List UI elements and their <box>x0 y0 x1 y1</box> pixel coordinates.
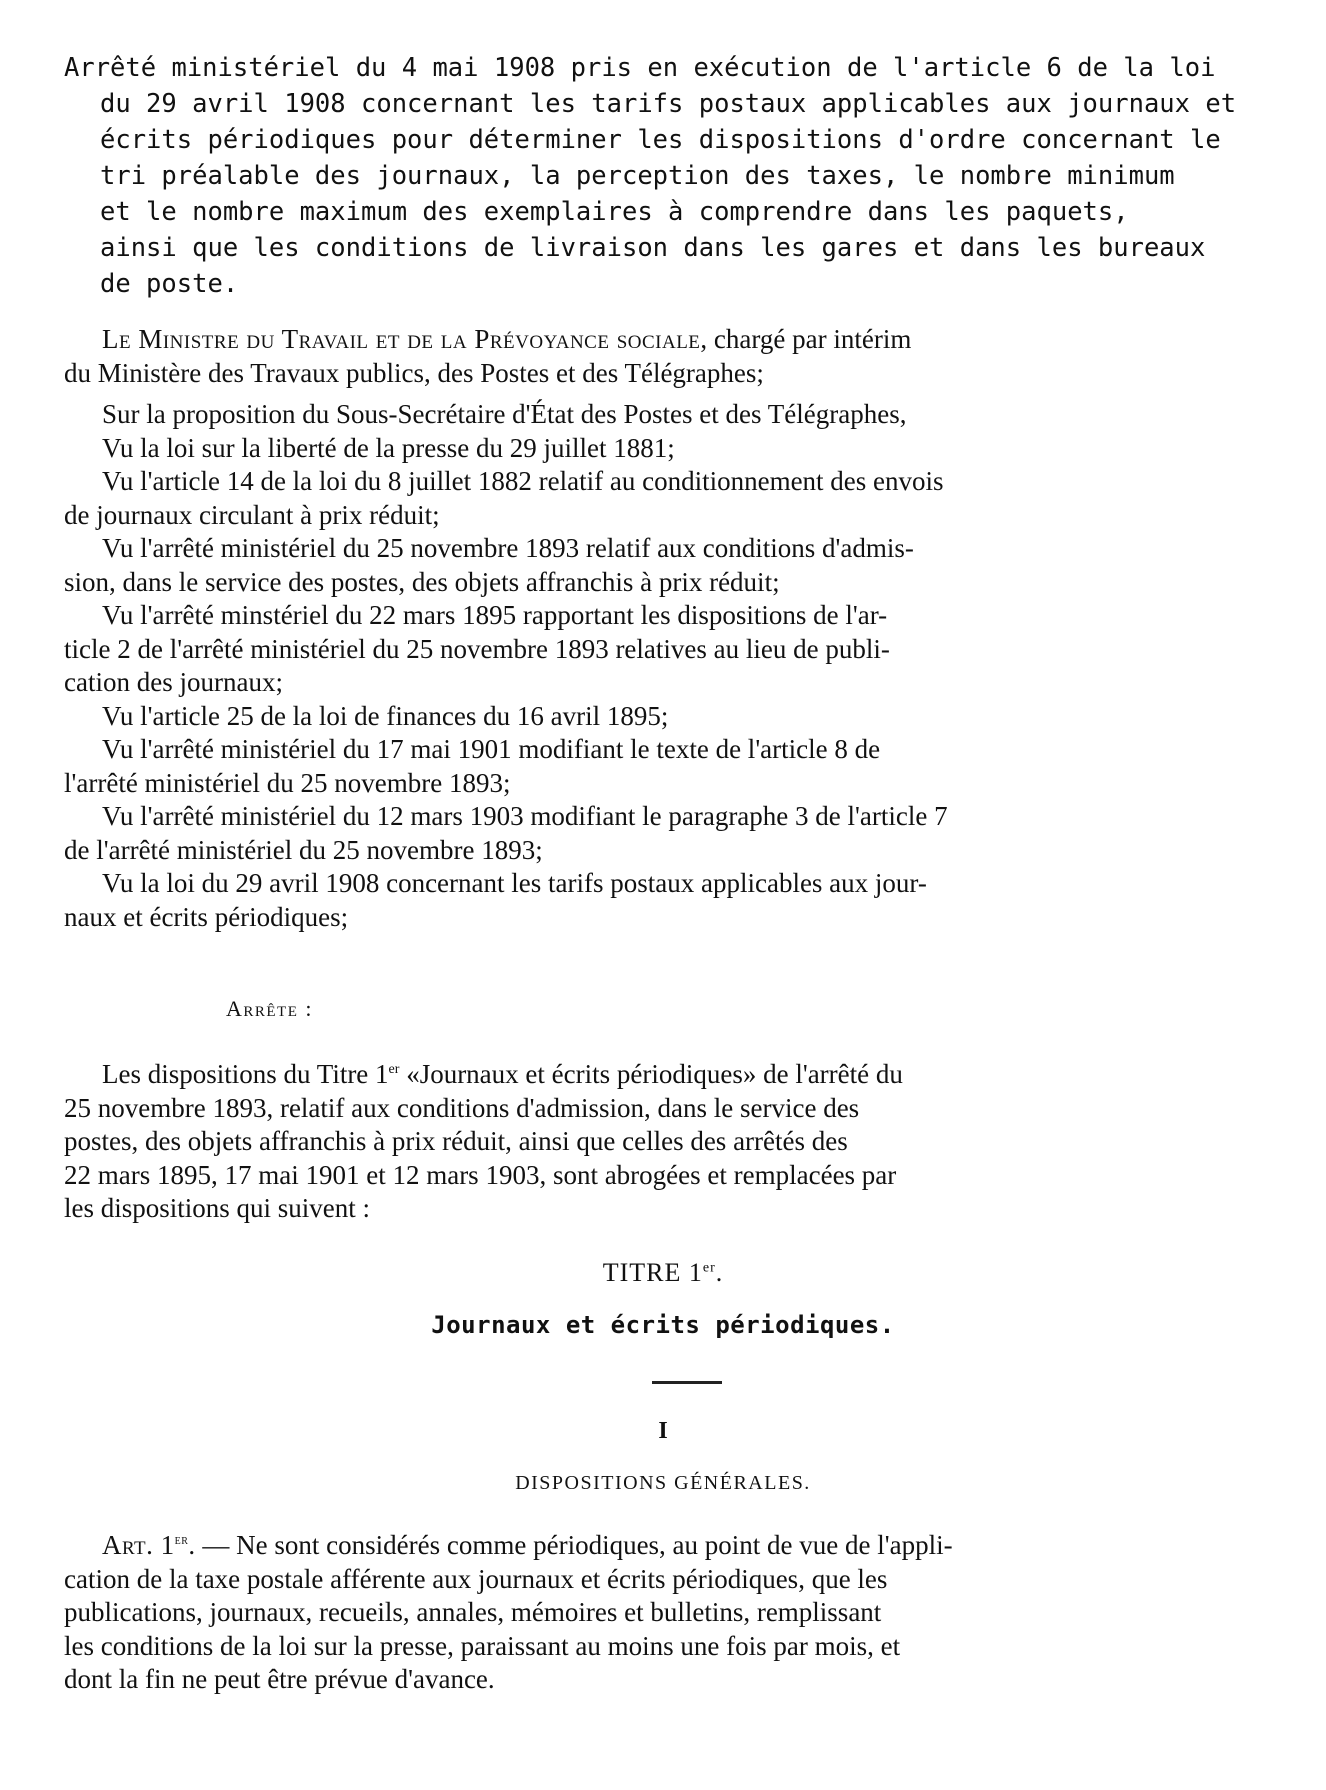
authority-paragraph <box>64 323 1284 390</box>
article-label-end: . <box>188 1530 196 1560</box>
decision-line: postes, des objets affranchis à prix réduit, ainsi que celles des arrêtés des <box>64 1126 848 1156</box>
consideration-line: Vu l'article 25 de la loi de finances du 16 avril 1895; <box>102 700 669 731</box>
consideration-line: Vu la loi sur la liberté de la presse du 29 juillet 1881; <box>102 432 675 463</box>
title-number <box>0 1258 1326 1288</box>
article-line-rest: — Ne sont considérés comme périodiques, au point de vue de l'appli- <box>195 1530 953 1560</box>
article-line: dont la fin ne peut être prévue d'avance. <box>64 1664 495 1694</box>
considerations-list <box>64 398 1284 934</box>
title-subject: Journaux et écrits périodiques. <box>431 1311 895 1339</box>
article-label <box>102 1530 196 1560</box>
consideration-line: de journaux circulant à prix réduit; <box>64 499 440 530</box>
decision-superscript: er <box>388 1062 400 1077</box>
arrete-label: Arrête : <box>226 996 313 1021</box>
title-number-superscript: er <box>702 1260 716 1276</box>
decision-line: 25 novembre 1893, relatif aux conditions d'admission, dans le service des <box>64 1092 860 1123</box>
article-line: publications, journaux, recueils, annales, mémoires et bulletins, remplissant <box>64 1597 882 1627</box>
minister-title: Le Ministre du Travail et de la Prévoyance sociale <box>102 324 701 354</box>
title-number-text: TITRE 1 <box>602 1258 703 1287</box>
consideration-line: l'arrêté ministériel du 25 novembre 1893; <box>64 767 511 798</box>
decision-line-start: Les dispositions du Titre 1 <box>102 1059 389 1089</box>
consideration-line: ticle 2 de l'arrêté ministériel du 25 novembre 1893 relatives au lieu de publi- <box>64 633 890 664</box>
authority-line <box>64 323 1284 357</box>
consideration-line: cation des journaux; <box>64 667 283 697</box>
decision-line <box>64 1053 1284 1092</box>
consideration-line: Vu l'arrêté minstériel du 22 mars 1895 rapportant les dispositions de l'ar- <box>102 600 888 630</box>
consideration-line: Vu l'arrêté ministériel du 17 mai 1901 modifiant le texte de l'article 8 de <box>102 734 881 764</box>
heading-line: du 29 avril 1908 concernant les tarifs postaux applicables aux journaux et <box>100 89 1237 119</box>
section-number: I <box>658 1418 668 1444</box>
article-label-superscript: er <box>174 1533 189 1548</box>
article-line: cation de la taxe postale afférente aux journaux et écrits périodiques, que les <box>64 1563 888 1594</box>
heading-line: et le nombre maximum des exemplaires à comprendre dans les paquets, <box>100 197 1129 227</box>
heading-line: Arrêté ministériel du 4 mai 1908 pris en exécution de l'article 6 de la loi <box>64 53 1216 83</box>
decree-heading <box>64 50 1274 302</box>
consideration-line: Vu la loi du 29 avril 1908 concernant les tarifs postaux applicables aux jour- <box>102 868 927 898</box>
title-number-end: . <box>715 1258 724 1287</box>
consideration-line: Vu l'arrêté ministériel du 12 mars 1903 modifiant le paragraphe 3 de l'article 7 <box>102 801 948 831</box>
consideration-line: de l'arrêté ministériel du 25 novembre 1893; <box>64 834 543 865</box>
authority-line: du Ministère des Travaux publics, des Postes et des Télégraphes; <box>64 357 764 388</box>
consideration-line: sion, dans le service des postes, des objets affranchis à prix réduit; <box>64 566 780 597</box>
title-divider-rule <box>652 1381 722 1384</box>
heading-line: écrits périodiques pour déterminer les dispositions d'ordre concernant le <box>100 125 1221 155</box>
article-line: les conditions de la loi sur la presse, paraissant au moins une fois par mois, et <box>64 1630 901 1661</box>
consideration-line: Sur la proposition du Sous-Secrétaire d'État des Postes et des Télégraphes, <box>102 399 907 429</box>
article-1-paragraph <box>64 1524 1284 1697</box>
heading-line: tri préalable des journaux, la perception des taxes, le nombre minimum <box>100 161 1175 191</box>
decision-line: les dispositions qui suivent : <box>64 1193 371 1223</box>
heading-line: de poste. <box>100 269 239 299</box>
decision-line: 22 mars 1895, 17 mai 1901 et 12 mars 1903, sont abrogées et remplacées par <box>64 1159 897 1190</box>
consideration-line: Vu l'article 14 de la loi du 8 juillet 1882 relatif au conditionnement des envois <box>102 466 944 496</box>
consideration-line: Vu l'arrêté ministériel du 25 novembre 1893 relatif aux conditions d'admis- <box>102 533 914 563</box>
article-line <box>64 1524 1284 1563</box>
section-title: DISPOSITIONS GÉNÉRALES. <box>515 1472 811 1494</box>
authority-line-rest: , chargé par intérim <box>700 324 912 354</box>
decision-paragraph <box>64 1053 1284 1226</box>
heading-line: ainsi que les conditions de livraison dans les gares et dans les bureaux <box>100 233 1206 263</box>
decision-line-end: «Journaux et écrits périodiques» de l'arrêté du <box>399 1059 903 1089</box>
article-label-text: Art. 1 <box>102 1530 175 1560</box>
consideration-line: naux et écrits périodiques; <box>64 901 349 932</box>
